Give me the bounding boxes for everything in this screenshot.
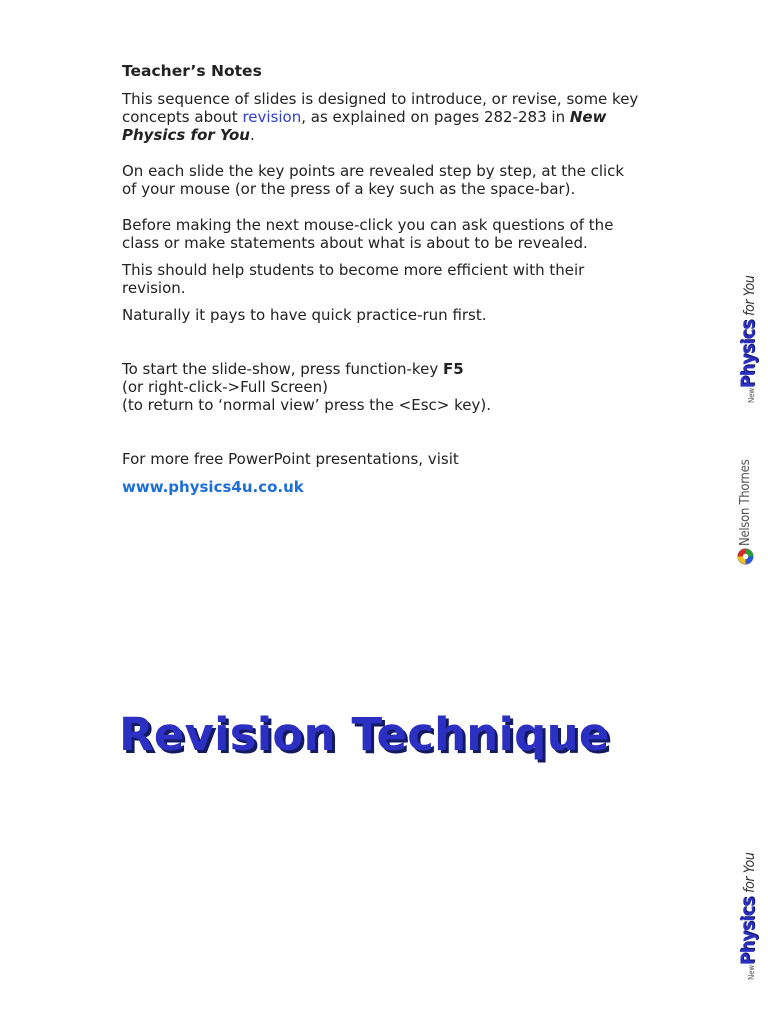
nelson-thornes-globe-icon bbox=[737, 548, 754, 565]
start-text: To start the slide-show, press function-key bbox=[122, 360, 443, 378]
logo-physics: Physics bbox=[737, 897, 759, 966]
notes-click-paragraph: On each slide the key points are revealed step by step, at the click of your mouse (or the press of a key such as the space-bar). bbox=[122, 162, 625, 198]
notes-start-instructions bbox=[122, 360, 642, 414]
esc-text: (to return to ‘normal view’ press the <Esc> key). bbox=[122, 396, 492, 414]
teachers-notes bbox=[122, 62, 642, 496]
logo-physics: Physics bbox=[737, 320, 759, 389]
notes-heading: Teacher’s Notes bbox=[122, 62, 262, 80]
f5-key: F5 bbox=[442, 360, 464, 378]
logo-for-you: for You bbox=[742, 275, 758, 316]
physics4u-link[interactable]: www.physics4u.co.uk bbox=[122, 478, 304, 496]
intro-text: This sequence of slides is designed to introduce, or revise, some key concepts about bbox=[122, 90, 639, 126]
intro-period: . bbox=[249, 126, 255, 144]
slide-title: Revision Technique bbox=[119, 708, 610, 761]
notes-intro-paragraph bbox=[122, 90, 642, 144]
logo-new: New bbox=[747, 388, 756, 403]
notes-questions-paragraph: Before making the next mouse-click you can ask questions of the class or make statements about what is about to be revealed. bbox=[122, 216, 614, 252]
new-physics-logo bbox=[737, 276, 759, 403]
right-click-text: (or right-click->Full Screen) bbox=[122, 378, 328, 396]
book-title: New Physics for You bbox=[122, 108, 607, 144]
notes-efficient-paragraph: This should help students to become more efficient with their revision. bbox=[122, 261, 585, 297]
new-physics-logo-bottom bbox=[737, 853, 759, 980]
publisher-name: Nelson Thornes bbox=[738, 459, 753, 546]
logo-for-you: for You bbox=[742, 852, 758, 893]
notes-practice-paragraph: Naturally it pays to have quick practice-run first. bbox=[122, 306, 487, 324]
publisher-logo bbox=[736, 460, 754, 565]
revision-keyword: revision bbox=[242, 108, 302, 126]
intro-text-2: , as explained on pages 282-283 in bbox=[301, 108, 570, 126]
notes-more-text: For more free PowerPoint presentations, visit bbox=[122, 450, 459, 468]
logo-new: New bbox=[747, 965, 756, 980]
